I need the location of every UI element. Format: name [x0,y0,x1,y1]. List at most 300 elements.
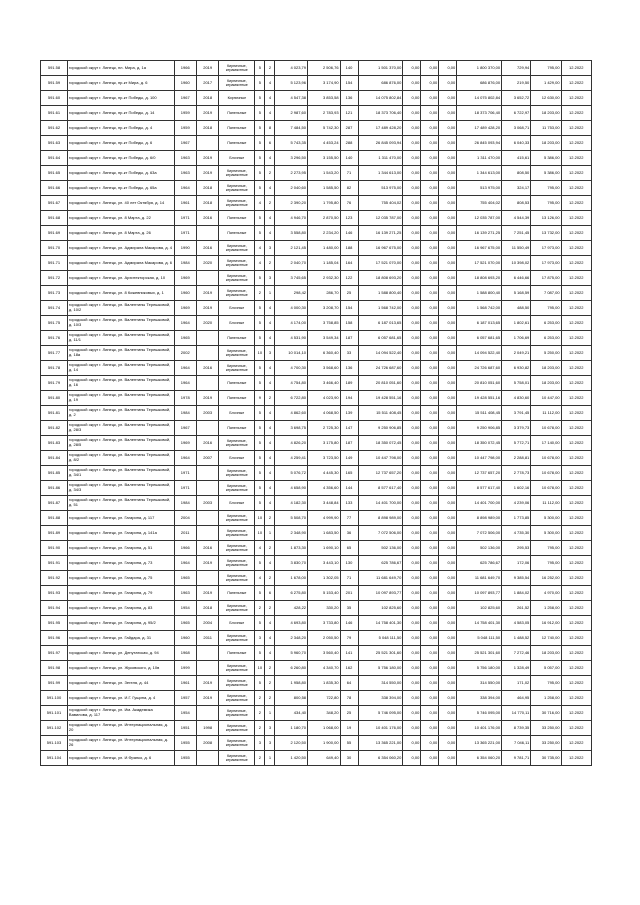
cell-residents: 78 [340,691,358,706]
cell-wall-material: Кирпичные, керамзитные [219,436,255,451]
cell-floors: 2 [255,721,265,736]
cell-owner-cost: 1 568 742,00 [457,301,502,316]
cell-fund-cost: 0,00 [403,676,421,691]
cell-address: городской округ г. Липецк, пр-кт Победы, д. 65а [67,181,174,196]
cell-year-built: 1964 [174,181,196,196]
cell-address: городской округ г. Липецк, пр-кт Мира, д. 6 [67,76,174,91]
cell-fund-cost: 0,00 [403,721,421,736]
cell-wall-material: Панельные [219,211,255,226]
cell-total-area: 4 658,90 [275,481,308,496]
cell-other-cost: 0,00 [439,106,457,121]
cell-residents: 55 [340,736,358,751]
cell-living-area: 3 560,40 [308,646,341,661]
cell-address: городской округ г. Липецк, ул. Гагарина, д. 75 [67,571,174,586]
cell-owner-cost: 11 681 649,70 [457,571,502,586]
cell-limit-cost: 12 740,00 [531,631,561,646]
cell-residents: 140 [340,61,358,76]
cell-year-built: 2002 [174,346,196,361]
cell-total-cost: 14 094 522,40 [358,346,403,361]
cell-entrances: 4 [265,406,275,421]
table-row [41,421,592,436]
cell-total-area: 1 958,80 [275,676,308,691]
cell-year-built: 1965 [174,616,196,631]
cell-total-area: 4 547,38 [275,91,308,106]
cell-wall-material: Кирпичные, керамзитные [219,241,255,256]
cell-limit-cost: 795,00 [531,541,561,556]
cell-total-area: 5 123,96 [275,76,308,91]
cell-unit-cost: 1 706,69 [502,331,531,346]
cell-address: городской округ г. Липецк, пр-кт Победы, д. 4 [67,121,174,136]
cell-residents: 158 [340,316,358,331]
cell-address: городской округ г. Липецк, ул. 40 лет Октября, д. 14 [67,196,174,211]
cell-year-built: 1969 [174,271,196,286]
cell-owner-cost: 8 898 989,00 [457,511,502,526]
cell-total-area: 4 826,20 [275,436,308,451]
cell-year-renovated [196,751,218,766]
cell-deadline: 12.2022 [561,136,591,151]
cell-budget-cost: 0,00 [421,721,439,736]
cell-address: городской округ г. Липецк, ул. Адмирала Макарова, д. 6 [67,256,174,271]
cell-address: городской округ г. Липецк, ул. Архитекторская, д. 10 [67,271,174,286]
table-row [41,631,592,646]
cell-limit-cost: 16 912,00 [531,616,561,631]
cell-floors: 3 [255,736,265,751]
table-row [41,646,592,661]
cell-deadline: 12.2022 [561,361,591,376]
cell-total-cost: 16 967 675,00 [358,241,403,256]
cell-total-area: 2 040,60 [275,181,308,196]
cell-residents: 123 [340,211,358,226]
cell-floors: 5 [255,676,265,691]
cell-unit-cost: 3 652,72 [502,91,531,106]
cell-other-cost: 0,00 [439,181,457,196]
cell-residents: 79 [340,631,358,646]
cell-deadline: 12.2022 [561,601,591,616]
cell-address: городской округ г. Липецк, ул. Гагарина, д. 83 [67,601,174,616]
table-row [41,346,592,361]
cell-deadline: 12.2022 [561,286,591,301]
cell-budget-cost: 0,00 [421,616,439,631]
cell-entrances: 4 [265,451,275,466]
cell-deadline: 12.2022 [561,91,591,106]
cell-other-cost: 0,00 [439,196,457,211]
cell-limit-cost: 12 630,00 [531,91,561,106]
cell-budget-cost: 0,00 [421,331,439,346]
cell-total-cost: 18 350 072,45 [358,436,403,451]
cell-address: городской округ г. Липецк, ул. Валентины Терешковой, д. 10/3 [67,316,174,331]
cell-other-cost: 0,00 [439,346,457,361]
cell-deadline: 12.2022 [561,76,591,91]
cell-living-area: 1 795,80 [308,196,341,211]
cell-residents: 189 [340,376,358,391]
cell-wall-material: Кирпичные, керамзитные [219,511,255,526]
table-row [41,106,592,121]
table-row [41,91,592,106]
cell-total-area: 4 259,41 [275,451,308,466]
table-row [41,166,592,181]
cell-address: городской округ г. Липецк, ул. Валентины Терешковой, д. 51 [67,496,174,511]
cell-row-number: 591.88 [41,511,68,526]
cell-other-cost: 0,00 [439,466,457,481]
cell-fund-cost: 0,00 [403,436,421,451]
cell-other-cost: 0,00 [439,526,457,541]
cell-fund-cost: 0,00 [403,391,421,406]
cell-other-cost: 0,00 [439,361,457,376]
cell-year-built: 1978 [174,391,196,406]
cell-limit-cost: 795,00 [531,676,561,691]
cell-floors: 5 [255,136,265,151]
cell-other-cost: 0,00 [439,541,457,556]
cell-total-cost: 14 758 401,30 [358,616,403,631]
cell-row-number: 591.86 [41,481,68,496]
cell-wall-material: Кирпичные, керамзитные [219,736,255,751]
table-row [41,301,592,316]
cell-owner-cost: 12 737 657,20 [457,466,502,481]
cell-year-built: 1971 [174,481,196,496]
cell-fund-cost: 0,00 [403,526,421,541]
cell-row-number: 591.81 [41,406,68,421]
cell-row-number: 591.101 [41,706,68,721]
cell-wall-material: Кирпичные, керамзитные [219,346,255,361]
cell-limit-cost: 10 678,00 [531,481,561,496]
cell-budget-cost: 0,00 [421,136,439,151]
cell-entrances: 1 [265,706,275,721]
cell-year-renovated [196,376,218,391]
cell-row-number: 591.91 [41,556,68,571]
cell-total-area: 1 678,00 [275,571,308,586]
cell-row-number: 591.102 [41,721,68,736]
cell-unit-cost: 172,06 [502,556,531,571]
cell-year-built: 2004 [174,511,196,526]
cell-row-number: 591.95 [41,616,68,631]
cell-limit-cost: 30 716,00 [531,706,561,721]
cell-address: городской округ г. Липецк, пл. Мира, д. 1а [67,61,174,76]
cell-year-renovated: 2020 [196,316,218,331]
cell-year-built: 1963 [174,151,196,166]
cell-year-renovated: 2019 [196,676,218,691]
cell-total-area: 2 121,45 [275,241,308,256]
cell-limit-cost: 5 386,00 [531,166,561,181]
cell-year-built: 1961 [174,196,196,211]
cell-row-number: 591.77 [41,346,68,361]
cell-owner-cost: 686 876,00 [457,76,502,91]
cell-entrances: 2 [265,391,275,406]
cell-row-number: 591.97 [41,646,68,661]
cell-budget-cost: 0,00 [421,466,439,481]
cell-total-area: 2 040,70 [275,256,308,271]
cell-living-area: 2 050,50 [308,631,341,646]
cell-owner-cost: 18 373 706,40 [457,106,502,121]
cell-fund-cost: 0,00 [403,631,421,646]
cell-year-built: 1963 [174,166,196,181]
cell-budget-cost: 0,00 [421,706,439,721]
cell-other-cost: 0,00 [439,691,457,706]
cell-owner-cost: 13 365 221,00 [457,736,502,751]
cell-row-number: 591.85 [41,466,68,481]
cell-other-cost: 0,00 [439,166,457,181]
cell-living-area: 286,70 [308,286,341,301]
cell-row-number: 591.73 [41,286,68,301]
cell-other-cost: 0,00 [439,301,457,316]
table-row [41,241,592,256]
cell-budget-cost: 0,00 [421,691,439,706]
cell-total-cost: 11 681 649,70 [358,571,403,586]
cell-year-built: 1955 [174,751,196,766]
cell-row-number: 591.74 [41,301,68,316]
cell-floors: 2 [255,286,265,301]
cell-residents: 136 [340,361,358,376]
cell-wall-material: Кирпичные, керамзитные [219,691,255,706]
cell-floors: 5 [255,166,265,181]
cell-unit-cost: 729,94 [502,61,531,76]
cell-address: городской округ г. Липецк, ул. Жуковского, д. 10в [67,661,174,676]
table-row [41,751,592,766]
cell-total-cost: 5 756 180,00 [358,661,403,676]
cell-limit-cost: 18 203,00 [531,136,561,151]
cell-owner-cost: 14 758 401,30 [457,616,502,631]
cell-living-area: 3 448,84 [308,496,341,511]
cell-deadline: 12.2022 [561,376,591,391]
cell-deadline: 12.2022 [561,331,591,346]
cell-unit-cost: 6 040,33 [502,136,531,151]
cell-total-area: 7 484,50 [275,121,308,136]
cell-row-number: 591.72 [41,271,68,286]
cell-wall-material: Кирпичные, керамзитные [219,676,255,691]
cell-residents: 194 [340,391,358,406]
cell-other-cost: 0,00 [439,571,457,586]
cell-limit-cost: 13 732,00 [531,226,561,241]
cell-owner-cost: 18 350 072,45 [457,436,502,451]
cell-living-area: 3 155,50 [308,151,341,166]
cell-other-cost: 0,00 [439,76,457,91]
cell-address: городской округ г. Липецк, ул. Гагарина, д. 51 [67,541,174,556]
cell-floors: 10 [255,511,265,526]
cell-unit-cost: 3 068,71 [502,121,531,136]
cell-unit-cost: 1 328,49 [502,661,531,676]
cell-row-number: 591.94 [41,601,68,616]
cell-living-area: 3 723,50 [308,451,341,466]
cell-budget-cost: 0,00 [421,391,439,406]
cell-row-number: 591.64 [41,151,68,166]
cell-year-built: 1964 [174,376,196,391]
cell-floors: 2 [255,601,265,616]
cell-budget-cost: 0,00 [421,631,439,646]
cell-owner-cost: 755 404,02 [457,196,502,211]
table-row [41,76,592,91]
cell-year-renovated [196,571,218,586]
cell-residents: 77 [340,511,358,526]
table-row [41,271,592,286]
cell-fund-cost: 0,00 [403,331,421,346]
table-row [41,136,592,151]
cell-wall-material: Блочные [219,451,255,466]
cell-budget-cost: 0,00 [421,496,439,511]
cell-unit-cost: 6 930,82 [502,361,531,376]
cell-deadline: 12.2022 [561,616,591,631]
cell-limit-cost: 16 252,00 [531,571,561,586]
cell-fund-cost: 0,00 [403,241,421,256]
cell-row-number: 591.79 [41,376,68,391]
cell-budget-cost: 0,00 [421,226,439,241]
cell-residents: 19 [340,721,358,736]
cell-row-number: 591.78 [41,361,68,376]
cell-row-number: 591.98 [41,661,68,676]
cell-residents: 154 [340,76,358,91]
cell-unit-cost: 2 288,81 [502,451,531,466]
cell-row-number: 591.59 [41,76,68,91]
cell-wall-material: Панельные [219,586,255,601]
cell-address: городской округ г. Липецк, ул. 8 Марта, д. 26 [67,226,174,241]
cell-entrances: 4 [265,436,275,451]
cell-entrances: 2 [265,196,275,211]
cell-living-area: 1 543,20 [308,166,341,181]
cell-unit-cost: 5 168,59 [502,286,531,301]
cell-total-area: 3 296,50 [275,151,308,166]
cell-wall-material: Панельные [219,646,255,661]
cell-unit-cost: 5 758,01 [502,376,531,391]
cell-year-built: 1951 [174,721,196,736]
cell-unit-cost: 808,53 [502,196,531,211]
cell-entrances: 2 [265,676,275,691]
cell-unit-cost: 171,02 [502,676,531,691]
cell-fund-cost: 0,00 [403,76,421,91]
cell-entrances: 6 [265,586,275,601]
cell-address: городской округ г. Липецк, ул. Депутатская, д. 94 [67,646,174,661]
cell-unit-cost: 14 770,11 [502,706,531,721]
cell-fund-cost: 0,00 [403,541,421,556]
cell-living-area: 1 900,00 [308,736,341,751]
cell-entrances: 4 [265,466,275,481]
cell-unit-cost: 6 446,66 [502,271,531,286]
cell-limit-cost: 1 258,00 [531,601,561,616]
cell-total-area: 4 700,30 [275,361,308,376]
cell-budget-cost: 0,00 [421,526,439,541]
cell-limit-cost: 1 429,00 [531,76,561,91]
cell-wall-material: Панельные [219,376,255,391]
cell-owner-cost: 1 588 800,40 [457,286,502,301]
cell-row-number: 591.89 [41,526,68,541]
cell-other-cost: 0,00 [439,481,457,496]
cell-total-cost: 686 876,00 [358,76,403,91]
cell-unit-cost: 2 778,73 [502,466,531,481]
cell-other-cost: 0,00 [439,136,457,151]
cell-total-cost: 1 344 613,00 [358,166,403,181]
cell-entrances: 6 [265,136,275,151]
cell-address: городской округ г. Липецк, ул. Валентины Терешковой, д. 2 [67,406,174,421]
cell-residents: 25 [340,286,358,301]
cell-address: городской округ г. Липецк, ул. Валентины Терешковой, д. 16 [67,376,174,391]
cell-other-cost: 0,00 [439,256,457,271]
cell-owner-cost: 1 800 370,00 [457,61,502,76]
cell-floors: 2 [255,691,265,706]
cell-owner-cost: 513 975,00 [457,181,502,196]
cell-entrances: 3 [265,271,275,286]
cell-deadline: 12.2022 [561,316,591,331]
cell-limit-cost: 33 250,00 [531,721,561,736]
cell-living-area: 1 835,30 [308,676,341,691]
cell-living-area: 4 340,70 [308,661,341,676]
cell-living-area: 2 234,20 [308,226,341,241]
cell-budget-cost: 0,00 [421,661,439,676]
cell-budget-cost: 0,00 [421,211,439,226]
cell-owner-cost: 314 550,00 [457,676,502,691]
cell-total-area: 2 987,60 [275,106,308,121]
cell-entrances: 1 [265,526,275,541]
cell-floors: 5 [255,211,265,226]
cell-budget-cost: 0,00 [421,646,439,661]
cell-unit-cost: 9 781,71 [502,751,531,766]
cell-floors: 5 [255,76,265,91]
cell-year-renovated: 2007 [196,451,218,466]
cell-total-cost: 10 097 893,77 [358,586,403,601]
cell-year-renovated: 2016 [196,211,218,226]
cell-deadline: 12.2022 [561,586,591,601]
cell-year-built: 1959 [174,121,196,136]
cell-year-renovated [196,646,218,661]
cell-limit-cost: 11 753,00 [531,121,561,136]
cell-deadline: 12.2022 [561,511,591,526]
cell-row-number: 591.80 [41,391,68,406]
cell-address: городской округ г. Липецк, ул. Интернациональная, д. 26 [67,736,174,751]
cell-owner-cost: 6 057 681,65 [457,331,502,346]
cell-floors: 5 [255,406,265,421]
cell-living-area: 2 932,30 [308,271,341,286]
cell-unit-cost: 9 385,54 [502,571,531,586]
cell-budget-cost: 0,00 [421,286,439,301]
cell-floors: 5 [255,61,265,76]
cell-residents: 149 [340,451,358,466]
cell-other-cost: 0,00 [439,556,457,571]
cell-unit-cost: 295,53 [502,541,531,556]
cell-year-built: 1966 [174,541,196,556]
cell-entrances: 4 [265,556,275,571]
cell-fund-cost: 0,00 [403,121,421,136]
cell-deadline: 12.2022 [561,571,591,586]
cell-fund-cost: 0,00 [403,661,421,676]
cell-year-renovated: 2019 [196,166,218,181]
cell-floors: 5 [255,226,265,241]
cell-fund-cost: 0,00 [403,496,421,511]
cell-living-area: 3 208,70 [308,301,341,316]
cell-other-cost: 0,00 [439,406,457,421]
cell-budget-cost: 0,00 [421,301,439,316]
cell-total-cost: 9 250 906,85 [358,421,403,436]
cell-year-renovated: 2019 [196,61,218,76]
cell-floors: 5 [255,91,265,106]
cell-unit-cost: 1 802,61 [502,316,531,331]
cell-total-cost: 13 365 221,00 [358,736,403,751]
cell-row-number: 591.87 [41,496,68,511]
cell-deadline: 12.2022 [561,226,591,241]
cell-living-area: 3 443,10 [308,556,341,571]
cell-total-area: 3 745,65 [275,271,308,286]
cell-owner-cost: 14 094 522,40 [457,346,502,361]
cell-living-area: 4 999,90 [308,511,341,526]
cell-other-cost: 0,00 [439,616,457,631]
cell-wall-material: Кирпичные, керамзитные [219,751,255,766]
cell-address: городской округ г. Липецк, ул. Гайдара, д. 31 [67,631,174,646]
cell-living-area: 3 568,60 [308,361,341,376]
cell-year-renovated: 2016 [196,241,218,256]
cell-wall-material: Кирпичные, керамзитные [219,526,255,541]
cell-unit-cost: 1 773,85 [502,511,531,526]
cell-fund-cost: 0,00 [403,361,421,376]
cell-entrances: 2 [265,166,275,181]
cell-unit-cost: 261,52 [502,601,531,616]
cell-floors: 4 [255,541,265,556]
table-row [41,286,592,301]
cell-total-cost: 26 845 093,94 [358,136,403,151]
